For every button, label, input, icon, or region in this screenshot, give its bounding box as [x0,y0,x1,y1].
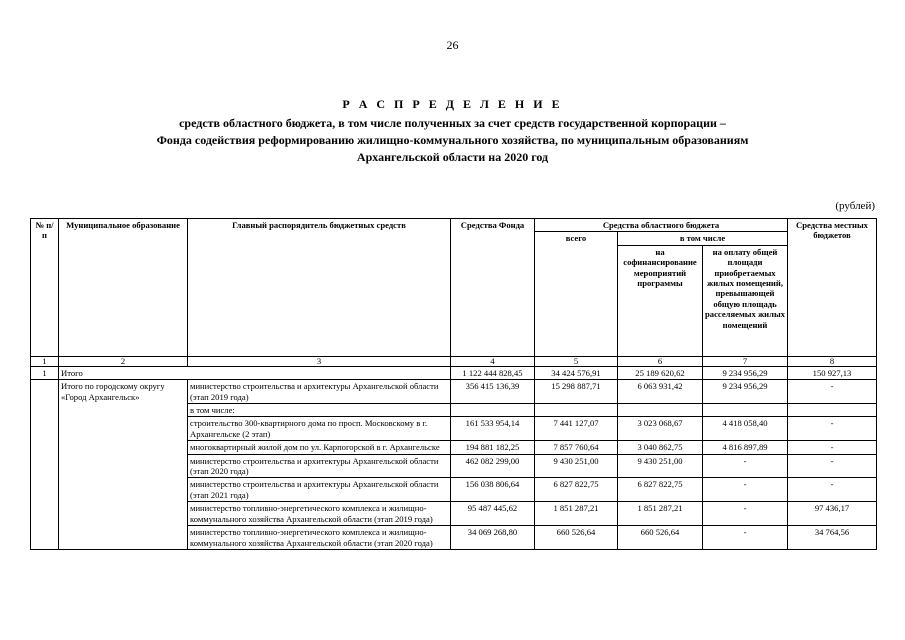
total-area-payment: 9 234 956,29 [703,366,788,379]
cofinancing-cell: 9 430 251,00 [618,454,703,478]
subtitle-line: Фонда содействия реформированию жилищно-коммунального хозяйства, по муниципальным образованиям [156,133,749,147]
column-number: 5 [535,356,618,366]
cofinancing-cell: 6 063 931,42 [618,380,703,404]
local-cell: - [788,441,877,454]
fund-cell: 161 533 954,14 [451,417,535,441]
column-number: 2 [59,356,188,366]
header-oblast-budget: Средства областного бюджета [535,219,788,232]
manager-cell: в том числе: [188,404,451,417]
local-cell [788,404,877,417]
manager-cell: министерство топливно-энергетического комплекса и жилищно-коммунального хозяйства Архангельской области (этап 2019 года) [188,502,451,526]
cofinancing-cell [618,404,703,417]
area-payment-cell: 4 418 058,40 [703,417,788,441]
column-number: 4 [451,356,535,366]
cofinancing-cell: 6 827 822,75 [618,478,703,502]
area-payment-cell: 9 234 956,29 [703,380,788,404]
total-oblast: 34 424 576,91 [535,366,618,379]
oblast-total-cell: 7 857 760,64 [535,441,618,454]
oblast-total-cell: 9 430 251,00 [535,454,618,478]
oblast-total-cell: 1 851 287,21 [535,502,618,526]
subtitle-line: Архангельской области на 2020 год [356,150,549,164]
column-number: 6 [618,356,703,366]
document-title: Р А С П Р Е Д Е Л Е Н И Е [342,97,563,111]
manager-cell: министерство строительства и архитектуры Архангельской области (этап 2019 года) [188,380,451,404]
header-area-payment: на оплату общей площади приобретаемых жилых помещений, превышающей общую площадь расселяемых жилых помещений [703,245,788,356]
header-total: всего [535,232,618,356]
local-cell: - [788,417,877,441]
fund-cell: 95 487 445,62 [451,502,535,526]
local-cell: 97 436,17 [788,502,877,526]
cofinancing-cell: 3 023 068,67 [618,417,703,441]
header-manager: Главный распорядитель бюджетных средств [188,219,451,357]
total-row [31,366,877,379]
fund-cell: 156 038 806,64 [451,478,535,502]
total-fund: 1 122 444 828,45 [451,366,535,379]
fund-cell: 34 069 268,80 [451,526,535,550]
column-numbers-row [31,356,877,366]
manager-cell: министерство топливно-энергетического комплекса и жилищно-коммунального хозяйства Архангельской области (этап 2020 года) [188,526,451,550]
oblast-total-cell: 7 441 127,07 [535,417,618,441]
municipality-name: Итого по городскому округу «Город Архангельск» [59,380,188,550]
cofinancing-cell: 1 851 287,21 [618,502,703,526]
area-payment-cell: - [703,502,788,526]
oblast-total-cell: 6 827 822,75 [535,478,618,502]
row-number-empty [31,380,59,550]
header-including: в том числе [618,232,788,245]
total-local: 150 927,13 [788,366,877,379]
cofinancing-cell: 660 526,64 [618,526,703,550]
local-cell: - [788,380,877,404]
area-payment-cell [703,404,788,417]
local-cell: - [788,454,877,478]
fund-cell: 194 881 182,25 [451,441,535,454]
document-subtitle [60,115,845,166]
oblast-total-cell [535,404,618,417]
subtitle-line: средств областного бюджета, в том числе полученных за счет средств государственной корпорации – [179,116,726,130]
header-no: № п/п [31,219,59,357]
fund-cell [451,404,535,417]
column-number: 8 [788,356,877,366]
budget-table [30,218,877,550]
header-cofinancing: на софинансирование мероприятий программы [618,245,703,356]
header-municipality: Муниципальное образование [59,219,188,357]
oblast-total-cell: 15 298 887,71 [535,380,618,404]
column-number: 3 [188,356,451,366]
fund-cell: 356 415 136,39 [451,380,535,404]
area-payment-cell: 4 816 897,89 [703,441,788,454]
area-payment-cell: - [703,526,788,550]
local-cell: 34 764,56 [788,526,877,550]
area-payment-cell: - [703,454,788,478]
area-payment-cell: - [703,478,788,502]
column-number: 1 [31,356,59,366]
manager-cell: строительство 300-квартирного дома по просп. Московскому в г. Архангельске (2 этап) [188,417,451,441]
total-label: Итого [59,366,451,379]
header-local-budgets: Средства местных бюджетов [788,219,877,357]
manager-cell: многоквартирный жилой дом по ул. Карпогорской в г. Архангельске [188,441,451,454]
table-row [31,380,877,404]
oblast-total-cell: 660 526,64 [535,526,618,550]
units-label: (рублей) [835,200,875,212]
cofinancing-cell: 3 040 862,75 [618,441,703,454]
manager-cell: министерство строительства и архитектуры Архангельской области (этап 2020 года) [188,454,451,478]
header-fund: Средства Фонда [451,219,535,357]
page-number: 26 [446,38,459,52]
fund-cell: 462 082 299,00 [451,454,535,478]
manager-cell: министерство строительства и архитектуры Архангельской области (этап 2021 года) [188,478,451,502]
row-number: 1 [31,366,59,379]
column-number: 7 [703,356,788,366]
total-cofinancing: 25 189 620,62 [618,366,703,379]
local-cell: - [788,478,877,502]
